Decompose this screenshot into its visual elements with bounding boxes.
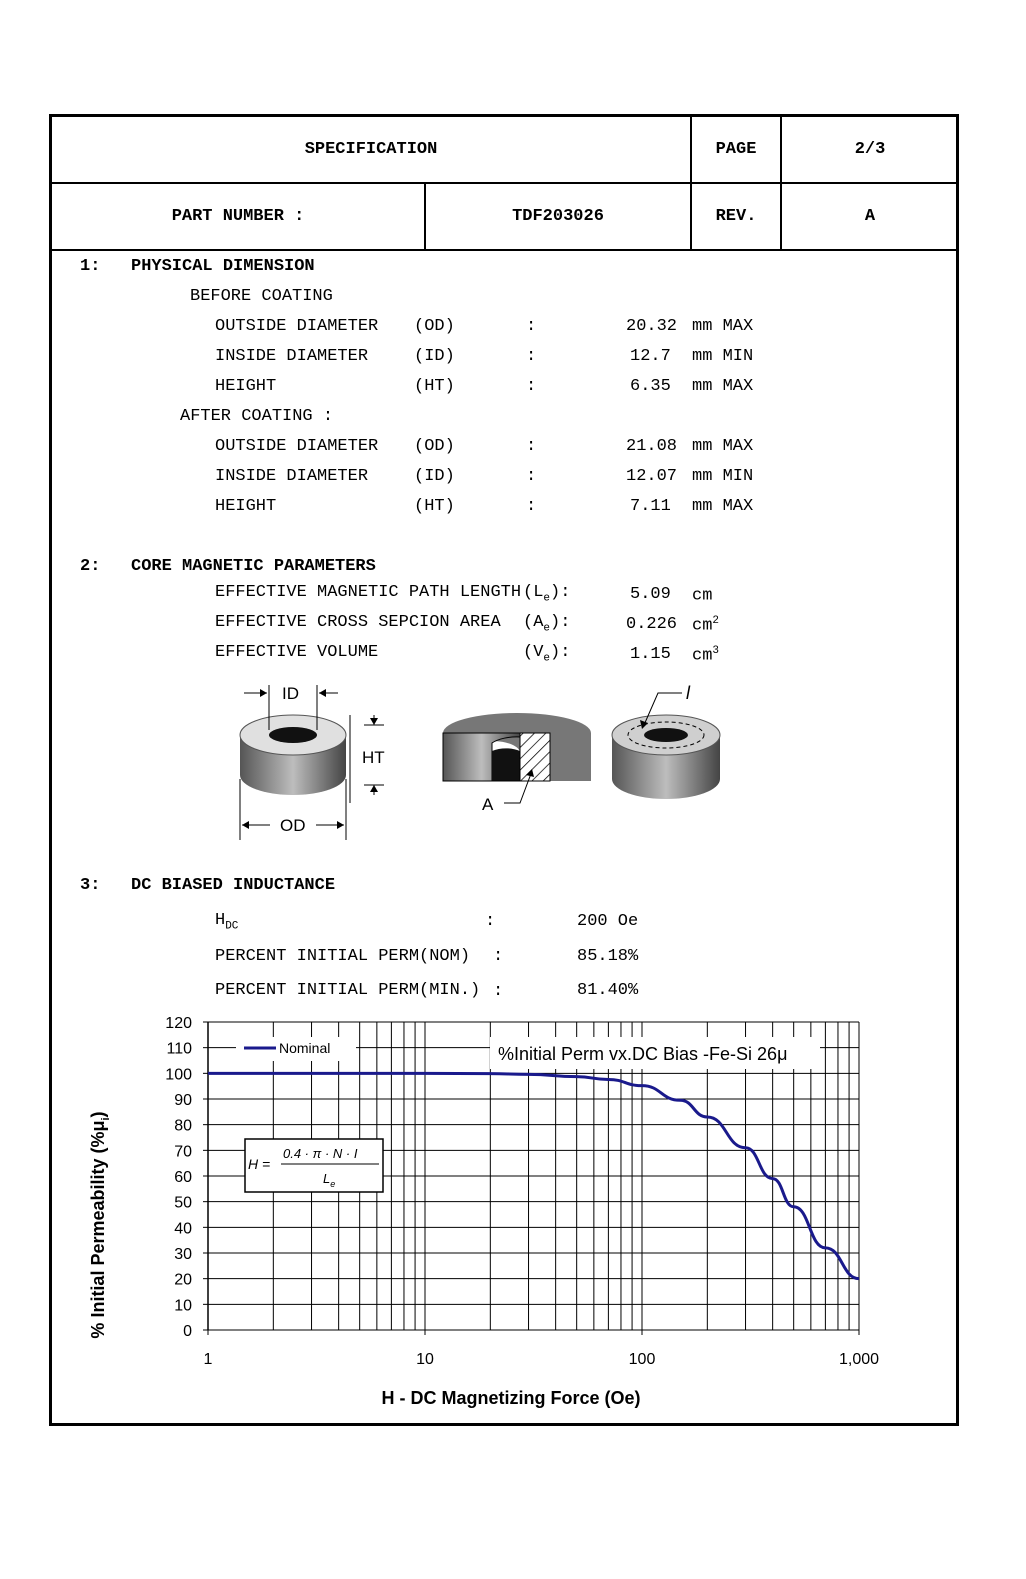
param-symbol: $(V_e)$: [523, 643, 571, 665]
dim-colon: : [526, 437, 537, 456]
chart-title: %Initial Perm vx.DC Bias -Fe-Si 26μ [498, 1044, 788, 1064]
y-tick-label: 100 [165, 1066, 192, 1084]
perm-min-value: 81.40% [577, 981, 639, 1000]
param-unit: $cm^3$ [692, 645, 720, 666]
dim-code: (OD) [414, 317, 455, 336]
rev-label: REV. [715, 207, 757, 226]
param-name: EFFECTIVE CROSS SEPCION AREA [215, 613, 501, 632]
y-tick-label: 0 [183, 1323, 192, 1340]
section-2-title: CORE MAGNETIC PARAMETERS [131, 557, 376, 576]
perm-nom-value: 85.18% [577, 947, 639, 966]
y-tick-label: 40 [174, 1220, 192, 1238]
param-unit: cm [692, 586, 713, 606]
l-label: l [686, 683, 690, 703]
dim-colon: : [526, 497, 537, 516]
dim-value: 20.32 [626, 317, 678, 336]
page-label: PAGE [715, 140, 757, 159]
param-value: 5.09 [630, 585, 671, 604]
formula-numerator: 0.4 · π · N · I [283, 1146, 358, 1161]
perm-min-colon: : [493, 982, 504, 1001]
dim-unit: mm MIN [692, 467, 754, 486]
param-name: EFFECTIVE VOLUME [215, 643, 379, 662]
perm-nom-colon: : [493, 947, 504, 966]
y-tick-label: 110 [166, 1040, 192, 1058]
dim-colon: : [526, 467, 537, 486]
x-tick-label: 100 [628, 1351, 656, 1368]
y-tick-label: 120 [165, 1015, 192, 1032]
dim-colon: : [526, 347, 537, 366]
dim-code: (ID) [414, 347, 455, 366]
dim-value: 6.35 [630, 377, 671, 396]
formula-lhs: H = [248, 1156, 271, 1172]
perm-nom-label: PERCENT INITIAL PERM(NOM) [215, 947, 471, 966]
section-2-number: 2: [80, 557, 101, 576]
dim-unit: mm MAX [692, 437, 754, 456]
legend-label-nominal: Nominal [279, 1040, 331, 1056]
section-3-number: 3: [80, 876, 101, 895]
formula-denominator: $L_e$ [323, 1171, 336, 1189]
y-tick-label: 70 [174, 1143, 192, 1161]
dim-name: HEIGHT [215, 377, 277, 396]
hdc-value: 200 Oe [577, 912, 639, 931]
dim-name: INSIDE DIAMETER [215, 467, 369, 486]
after-coating-title: AFTER COATING : [180, 407, 334, 426]
dim-value: 12.7 [630, 347, 671, 366]
param-symbol: $(A_e)$: [523, 613, 571, 635]
x-tick-label: 1 [203, 1351, 213, 1368]
page-value: 2/3 [854, 140, 886, 159]
y-tick-label: 10 [174, 1297, 192, 1315]
section-3-title: DC BIASED INDUCTANCE [131, 876, 336, 895]
part-number-value: TDF203026 [512, 207, 604, 226]
param-value: 1.15 [630, 645, 671, 664]
dim-colon: : [526, 317, 537, 336]
dim-value: 21.08 [626, 437, 678, 456]
param-name: EFFECTIVE MAGNETIC PATH LENGTH [215, 583, 522, 602]
dim-code: (OD) [414, 437, 455, 456]
dim-unit: mm MIN [692, 347, 754, 366]
hdc-colon: : [485, 912, 496, 931]
hdc-label: $H_{DC}$ [215, 911, 239, 933]
dim-value: 12.07 [626, 467, 678, 486]
perm-min-label: PERCENT INITIAL PERM(MIN.) [215, 981, 481, 1000]
x-tick-labels [204, 1351, 880, 1368]
y-axis-label: % Initial Permeability $(\%\mu_i)$ [88, 1111, 112, 1339]
x-tick-label: 10 [416, 1351, 434, 1368]
x-tick-label: 1,000 [838, 1351, 880, 1368]
id-label: ID [282, 684, 299, 703]
a-label: A [482, 795, 494, 814]
y-tick-label: 80 [174, 1117, 192, 1135]
dim-name: INSIDE DIAMETER [215, 347, 369, 366]
dim-name: OUTSIDE DIAMETER [215, 317, 379, 336]
formula-box [245, 1139, 383, 1192]
dim-name: OUTSIDE DIAMETER [215, 437, 379, 456]
spec-title: SPECIFICATION [304, 140, 438, 159]
param-symbol: $(L_e)$: [523, 583, 571, 605]
dim-unit: mm MAX [692, 497, 754, 516]
section-1-number: 1: [80, 257, 101, 276]
part-number-label: PART NUMBER : [171, 207, 305, 226]
param-unit: $cm^2$ [692, 615, 720, 636]
dim-name: HEIGHT [215, 497, 277, 516]
dim-code: (ID) [414, 467, 455, 486]
y-tick-label: 90 [174, 1092, 192, 1109]
y-tick-labels [165, 1015, 192, 1340]
param-value: 0.226 [626, 615, 678, 634]
before-coating-title: BEFORE COATING [190, 287, 333, 306]
dim-code: (HT) [414, 377, 455, 396]
section-1-title: PHYSICAL DIMENSION [131, 257, 315, 276]
y-tick-label: 50 [174, 1194, 192, 1212]
y-tick-label: 60 [174, 1169, 192, 1186]
dim-code: (HT) [414, 497, 455, 516]
y-tick-label: 20 [174, 1271, 192, 1289]
y-tick-label: 30 [174, 1246, 192, 1263]
od-label: OD [280, 816, 306, 835]
dim-unit: mm MAX [692, 377, 754, 396]
x-axis-label: H - DC Magnetizing Force (Oe) [381, 1388, 641, 1408]
dim-value: 7.11 [630, 497, 671, 516]
rev-value: A [864, 207, 876, 226]
ht-label: HT [362, 748, 385, 767]
dim-unit: mm MAX [692, 317, 754, 336]
dim-colon: : [526, 377, 537, 396]
